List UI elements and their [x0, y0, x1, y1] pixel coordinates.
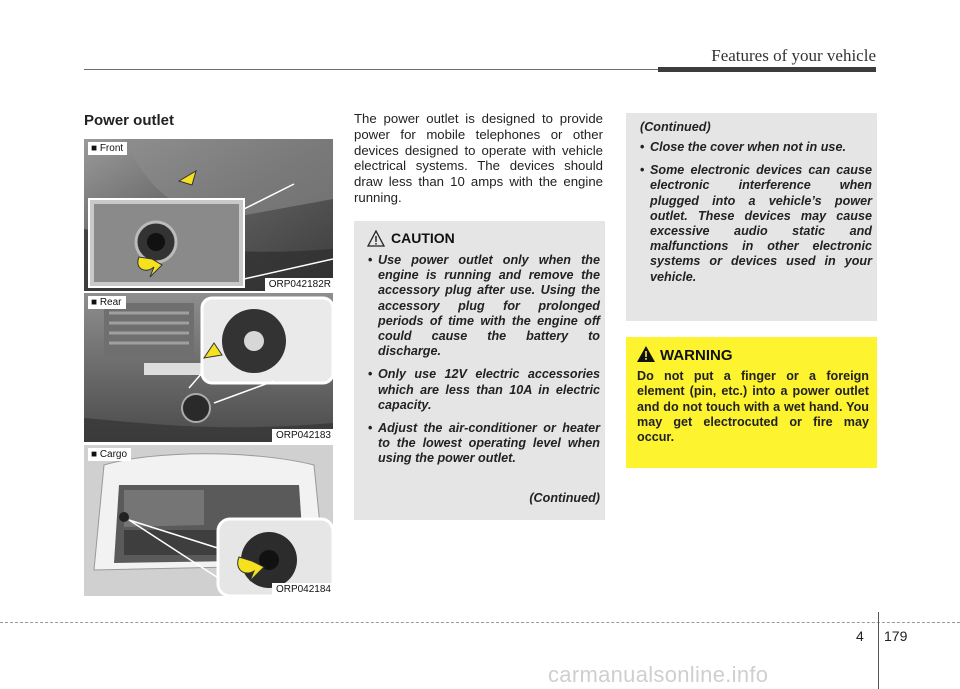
- caution-list: [368, 253, 600, 475]
- warning-text: Do not put a finger or a foreign element (pin, etc.) into a power outlet and do not touch with a wet hand. You may get electrocuted or fire may occur.: [637, 369, 869, 445]
- intro-paragraph: The power outlet is designed to provide power for mobile telephones or other devices designed to operate with vehicle electrical systems. The devices should draw less than 10 amps with the engine running.: [354, 111, 603, 205]
- caution-item: • Only use 12V electric accessories which are less than 10A in electric capacity.: [368, 367, 600, 413]
- continued-heading: (Continued): [640, 120, 711, 134]
- warning-heading: WARNING: [660, 347, 733, 364]
- caution-continued: (Continued): [529, 491, 600, 505]
- photo-label-cargo: ■ Cargo: [88, 448, 131, 461]
- caution-triangle-icon: [367, 230, 385, 247]
- rear-console-illustration: [84, 293, 333, 442]
- photo-code-front: ORP042182R: [265, 278, 333, 291]
- continued-item: • Close the cover when not in use.: [640, 140, 872, 155]
- header-rule-accent: [658, 67, 876, 72]
- photo-code-cargo: ORP042184: [272, 583, 333, 596]
- continued-list: [640, 140, 872, 293]
- section-title: Power outlet: [84, 112, 175, 129]
- page-number: 179: [884, 628, 908, 644]
- caution-item: • Adjust the air-conditioner or heater to the lowest operating level when using the power outlet.: [368, 421, 600, 467]
- front-console-illustration: [84, 139, 333, 291]
- photo-code-rear: ORP042183: [272, 429, 333, 442]
- warning-triangle-icon: [636, 345, 656, 363]
- page-header-title: Features of your vehicle: [711, 46, 876, 65]
- footer-divider: [878, 612, 879, 689]
- photo-label-front: ■ Front: [88, 142, 127, 155]
- photo-rear: [84, 293, 333, 442]
- caution-item: • Use power outlet only when the engine is running and remove the accessory plug after use. Using the accessory plug for prolonged periods of time with the engine off could cause the battery to discharge.: [368, 253, 600, 359]
- continued-item: • Some electronic devices can cause electronic interference when plugged into a vehicle’s power outlet. These devices may cause excessive audio static and malfunctions in other electronic systems or devices used in your vehicle.: [640, 163, 872, 285]
- cargo-area-illustration: [84, 445, 333, 596]
- photo-front: [84, 139, 333, 291]
- watermark: carmanualsonline.info: [548, 662, 769, 687]
- photo-cargo: [84, 445, 333, 596]
- photo-label-rear: ■ Rear: [88, 296, 126, 309]
- caution-heading: CAUTION: [391, 230, 455, 246]
- chapter-number: 4: [856, 628, 864, 644]
- footer-rule: [0, 622, 960, 623]
